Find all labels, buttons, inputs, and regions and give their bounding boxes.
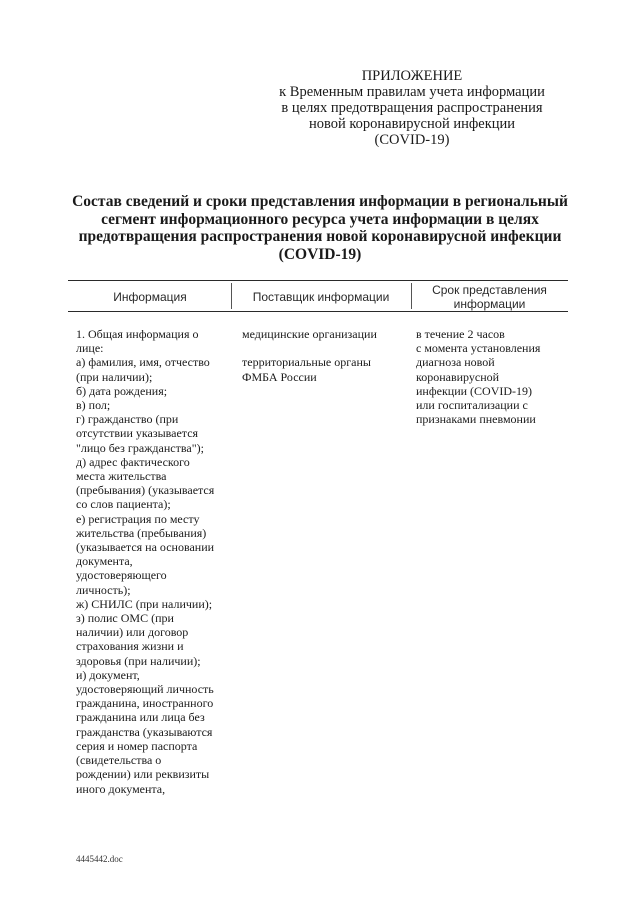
info-line: гражданина или лица без: [76, 710, 205, 725]
info-line: места жительства: [76, 469, 167, 484]
info-line: удостоверяющего: [76, 568, 167, 583]
appendix-line: к Временным правилам учета информации: [279, 84, 545, 100]
info-line: наличии) или договор: [76, 625, 189, 640]
header-deadline: [413, 283, 566, 311]
info-line: здоровья (при наличии);: [76, 653, 201, 668]
title-line: Состав сведений и сроки представления информации в региональный: [72, 193, 568, 210]
info-line: г) гражданство (при: [76, 412, 179, 427]
supplier-line: [242, 341, 377, 355]
info-line: а) фамилия, имя, отчество: [76, 355, 210, 370]
header-deadline-line: Срок представления: [432, 283, 547, 297]
title-line: сегмент информационного ресурса учета информации в целях: [101, 210, 539, 228]
table-column-divider: [231, 283, 232, 309]
deadline-line: в течение 2 часов: [416, 327, 505, 341]
info-line: д) адрес фактического: [76, 454, 190, 469]
deadline-line: диагноза новой: [416, 355, 495, 370]
info-line: со слов пациента);: [76, 497, 171, 512]
header-supplier: Поставщик информации: [252, 290, 390, 304]
table-cell-info: [76, 327, 214, 796]
deadline-line: или госпитализации с: [416, 398, 528, 413]
appendix-line: (COVID-19): [374, 132, 450, 148]
title-line: предотвращения распространения новой коронавирусной инфекции: [78, 228, 562, 245]
deadline-line: инфекции (COVID-19): [416, 383, 533, 398]
table-top-border: [68, 280, 568, 281]
table-cell-supplier: [242, 327, 377, 384]
appendix-line: новой коронавирусной инфекции: [308, 116, 516, 132]
info-line: з) полис ОМС (при: [76, 611, 174, 626]
appendix-header: [262, 68, 562, 148]
table-column-divider: [411, 283, 412, 309]
info-line: отсутствии указывается: [76, 426, 199, 441]
info-line: жительства (пребывания): [76, 525, 207, 540]
table-header-border: [68, 311, 568, 312]
info-line: в) пол;: [76, 398, 111, 413]
info-line: личность);: [76, 582, 131, 597]
info-line: гражданина, иностранного: [76, 696, 214, 711]
info-line: (пребывания) (указывается: [76, 483, 215, 498]
supplier-line: территориальные органы: [242, 355, 371, 370]
info-line: рождении) или реквизиты: [76, 767, 210, 782]
info-line: "лицо без гражданства");: [76, 440, 204, 455]
info-line: 1. Общая информация о: [76, 327, 199, 341]
title-line: (COVID-19): [278, 245, 362, 263]
info-line: гражданства (указываются: [76, 724, 213, 739]
deadline-line: с момента установления: [416, 341, 541, 356]
info-line: ж) СНИЛС (при наличии);: [76, 596, 213, 611]
info-line: (указывается на основании: [76, 540, 215, 555]
info-line: (свидетельства о: [76, 753, 162, 768]
info-line: (при наличии);: [76, 369, 153, 384]
deadline-line: признаками пневмонии: [416, 412, 536, 427]
info-line: документа,: [76, 554, 133, 569]
supplier-line: ФМБА России: [242, 369, 317, 384]
info-line: и) документ,: [76, 667, 140, 682]
table-cell-deadline: [416, 327, 540, 426]
header-info: Информация: [113, 290, 187, 304]
document-file-id: 4445442.doc: [76, 854, 123, 864]
info-line: лице:: [76, 341, 104, 356]
info-line: удостоверяющий личность: [76, 682, 214, 697]
info-line: е) регистрация по месту: [76, 511, 200, 526]
supplier-line: медицинские организации: [242, 327, 377, 341]
appendix-line: в целях предотвращения распространения: [281, 100, 543, 116]
document-title: [68, 193, 572, 263]
info-line: б) дата рождения;: [76, 383, 168, 398]
info-line: серия и номер паспорта: [76, 738, 198, 753]
header-deadline-line: информации: [453, 297, 526, 311]
info-line: иного документа,: [76, 781, 166, 796]
deadline-line: коронавирусной: [416, 369, 500, 384]
info-line: страхования жизни и: [76, 639, 184, 654]
appendix-line: ПРИЛОЖЕНИЕ: [361, 68, 463, 84]
